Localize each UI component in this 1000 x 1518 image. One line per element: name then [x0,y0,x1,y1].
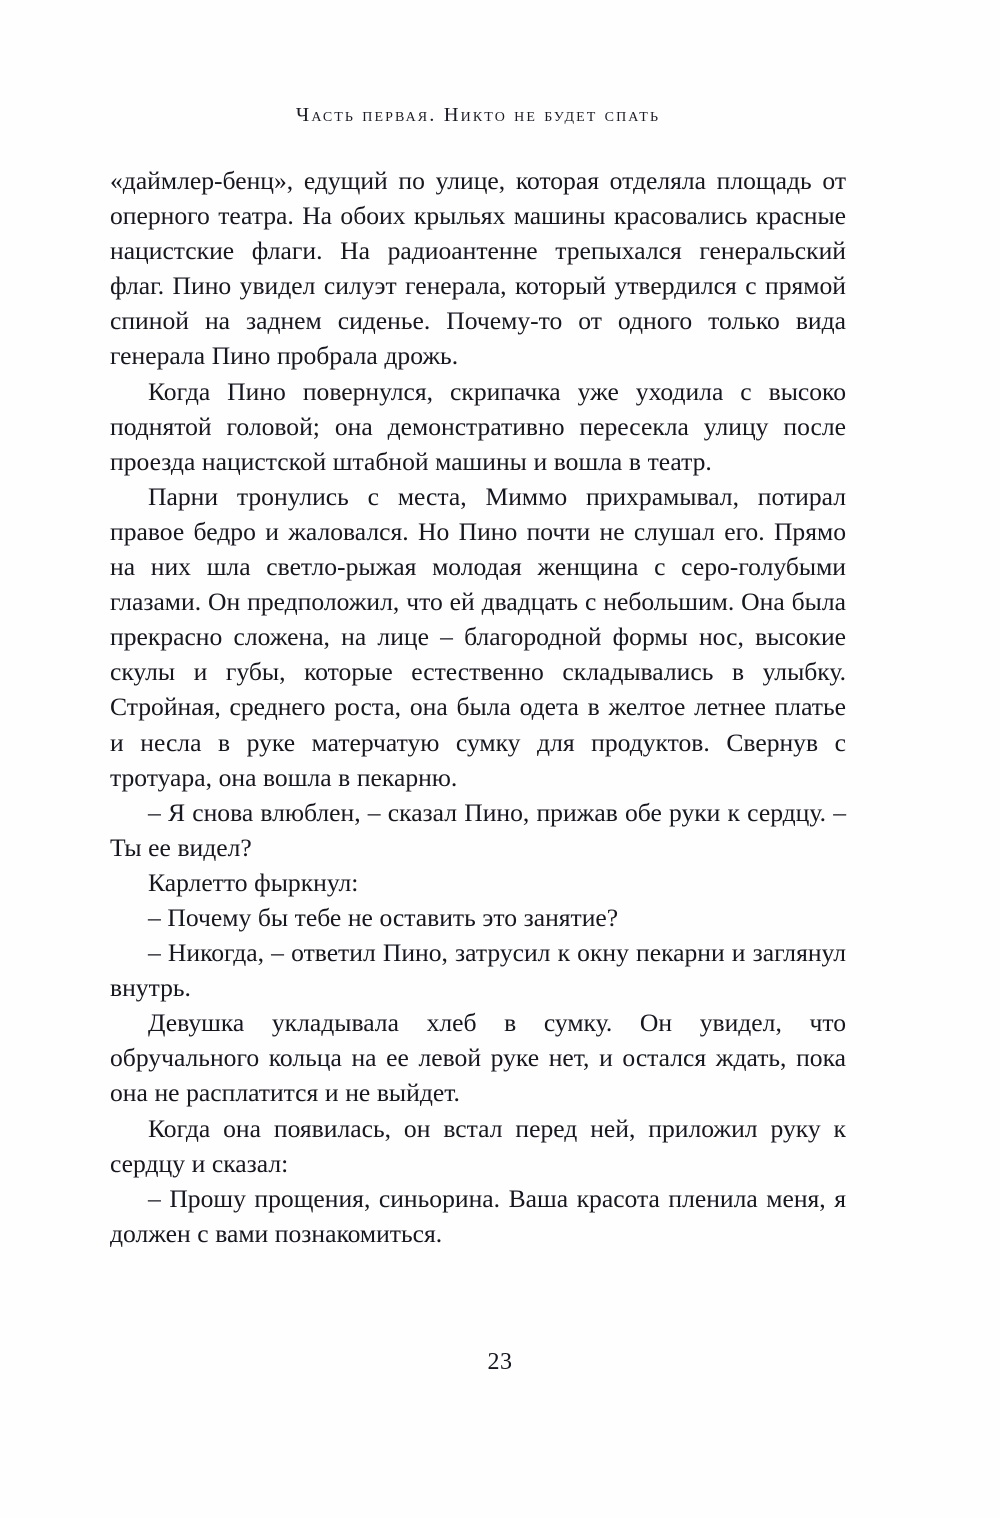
paragraph: Когда Пино повернулся, скрипачка уже уходила с высоко поднятой головой; она демонстративно пересекла улицу после проезда нацистской штабной машины и вошла в театр. [110,376,846,476]
paragraph: Девушка укладывала хлеб в сумку. Он увидел, что обручального кольца на ее левой руке нет, и остался ждать, пока она не расплатится и не выйдет. [110,1008,846,1108]
body-text-block [110,163,846,1251]
paragraph: «даймлер-бенц», едущий по улице, которая отделяла площадь от оперного театра. На обоих крыльях машины красовались красные нацистские флаги. На радиоантенне трепыхался генеральский флаг. Пино увидел силуэт генерала, который утвердился с прямой спиной на заднем сиденье. Почему-то от одного только вида генерала Пино пробрала дрожь. [110,166,846,371]
paragraph: Парни тронулись с места, Миммо прихрамывал, потирал правое бедро и жаловался. Но Пино почти не слушал его. Прямо на них шла светло-рыжая молодая женщина с серо-голубыми глазами. Он предположил, что ей двадцать с небольшим. Она была прекрасно сложена, на лице – благородной формы нос, высокие скулы и губы, которые естественно складывались в улыбку. Стройная, среднего роста, она была одета в желтое летнее платье и несла в руке матерчатую сумку для продуктов. Свернув с тротуара, она вошла в пекарню. [110,481,846,792]
running-head: Часть первая. Никто не будет спать [295,104,661,126]
page-number: 23 [487,1349,513,1375]
paragraph: – Я снова влюблен, – сказал Пино, прижав обе руки к сердцу. – Ты ее видел? [110,797,846,862]
paragraph: Карлетто фыркнул: [148,867,359,897]
paragraph: – Почему бы тебе не оставить это занятие? [148,902,619,932]
paragraph: – Никогда, – ответил Пино, затрусил к окну пекарни и заглянул внутрь. [110,938,846,1003]
paragraph: – Прошу прощения, синьорина. Ваша красота пленила меня, я должен с вами познакомиться. [110,1183,846,1248]
paragraph: Когда она появилась, он встал перед ней, приложил руку к сердцу и сказал: [110,1113,846,1178]
